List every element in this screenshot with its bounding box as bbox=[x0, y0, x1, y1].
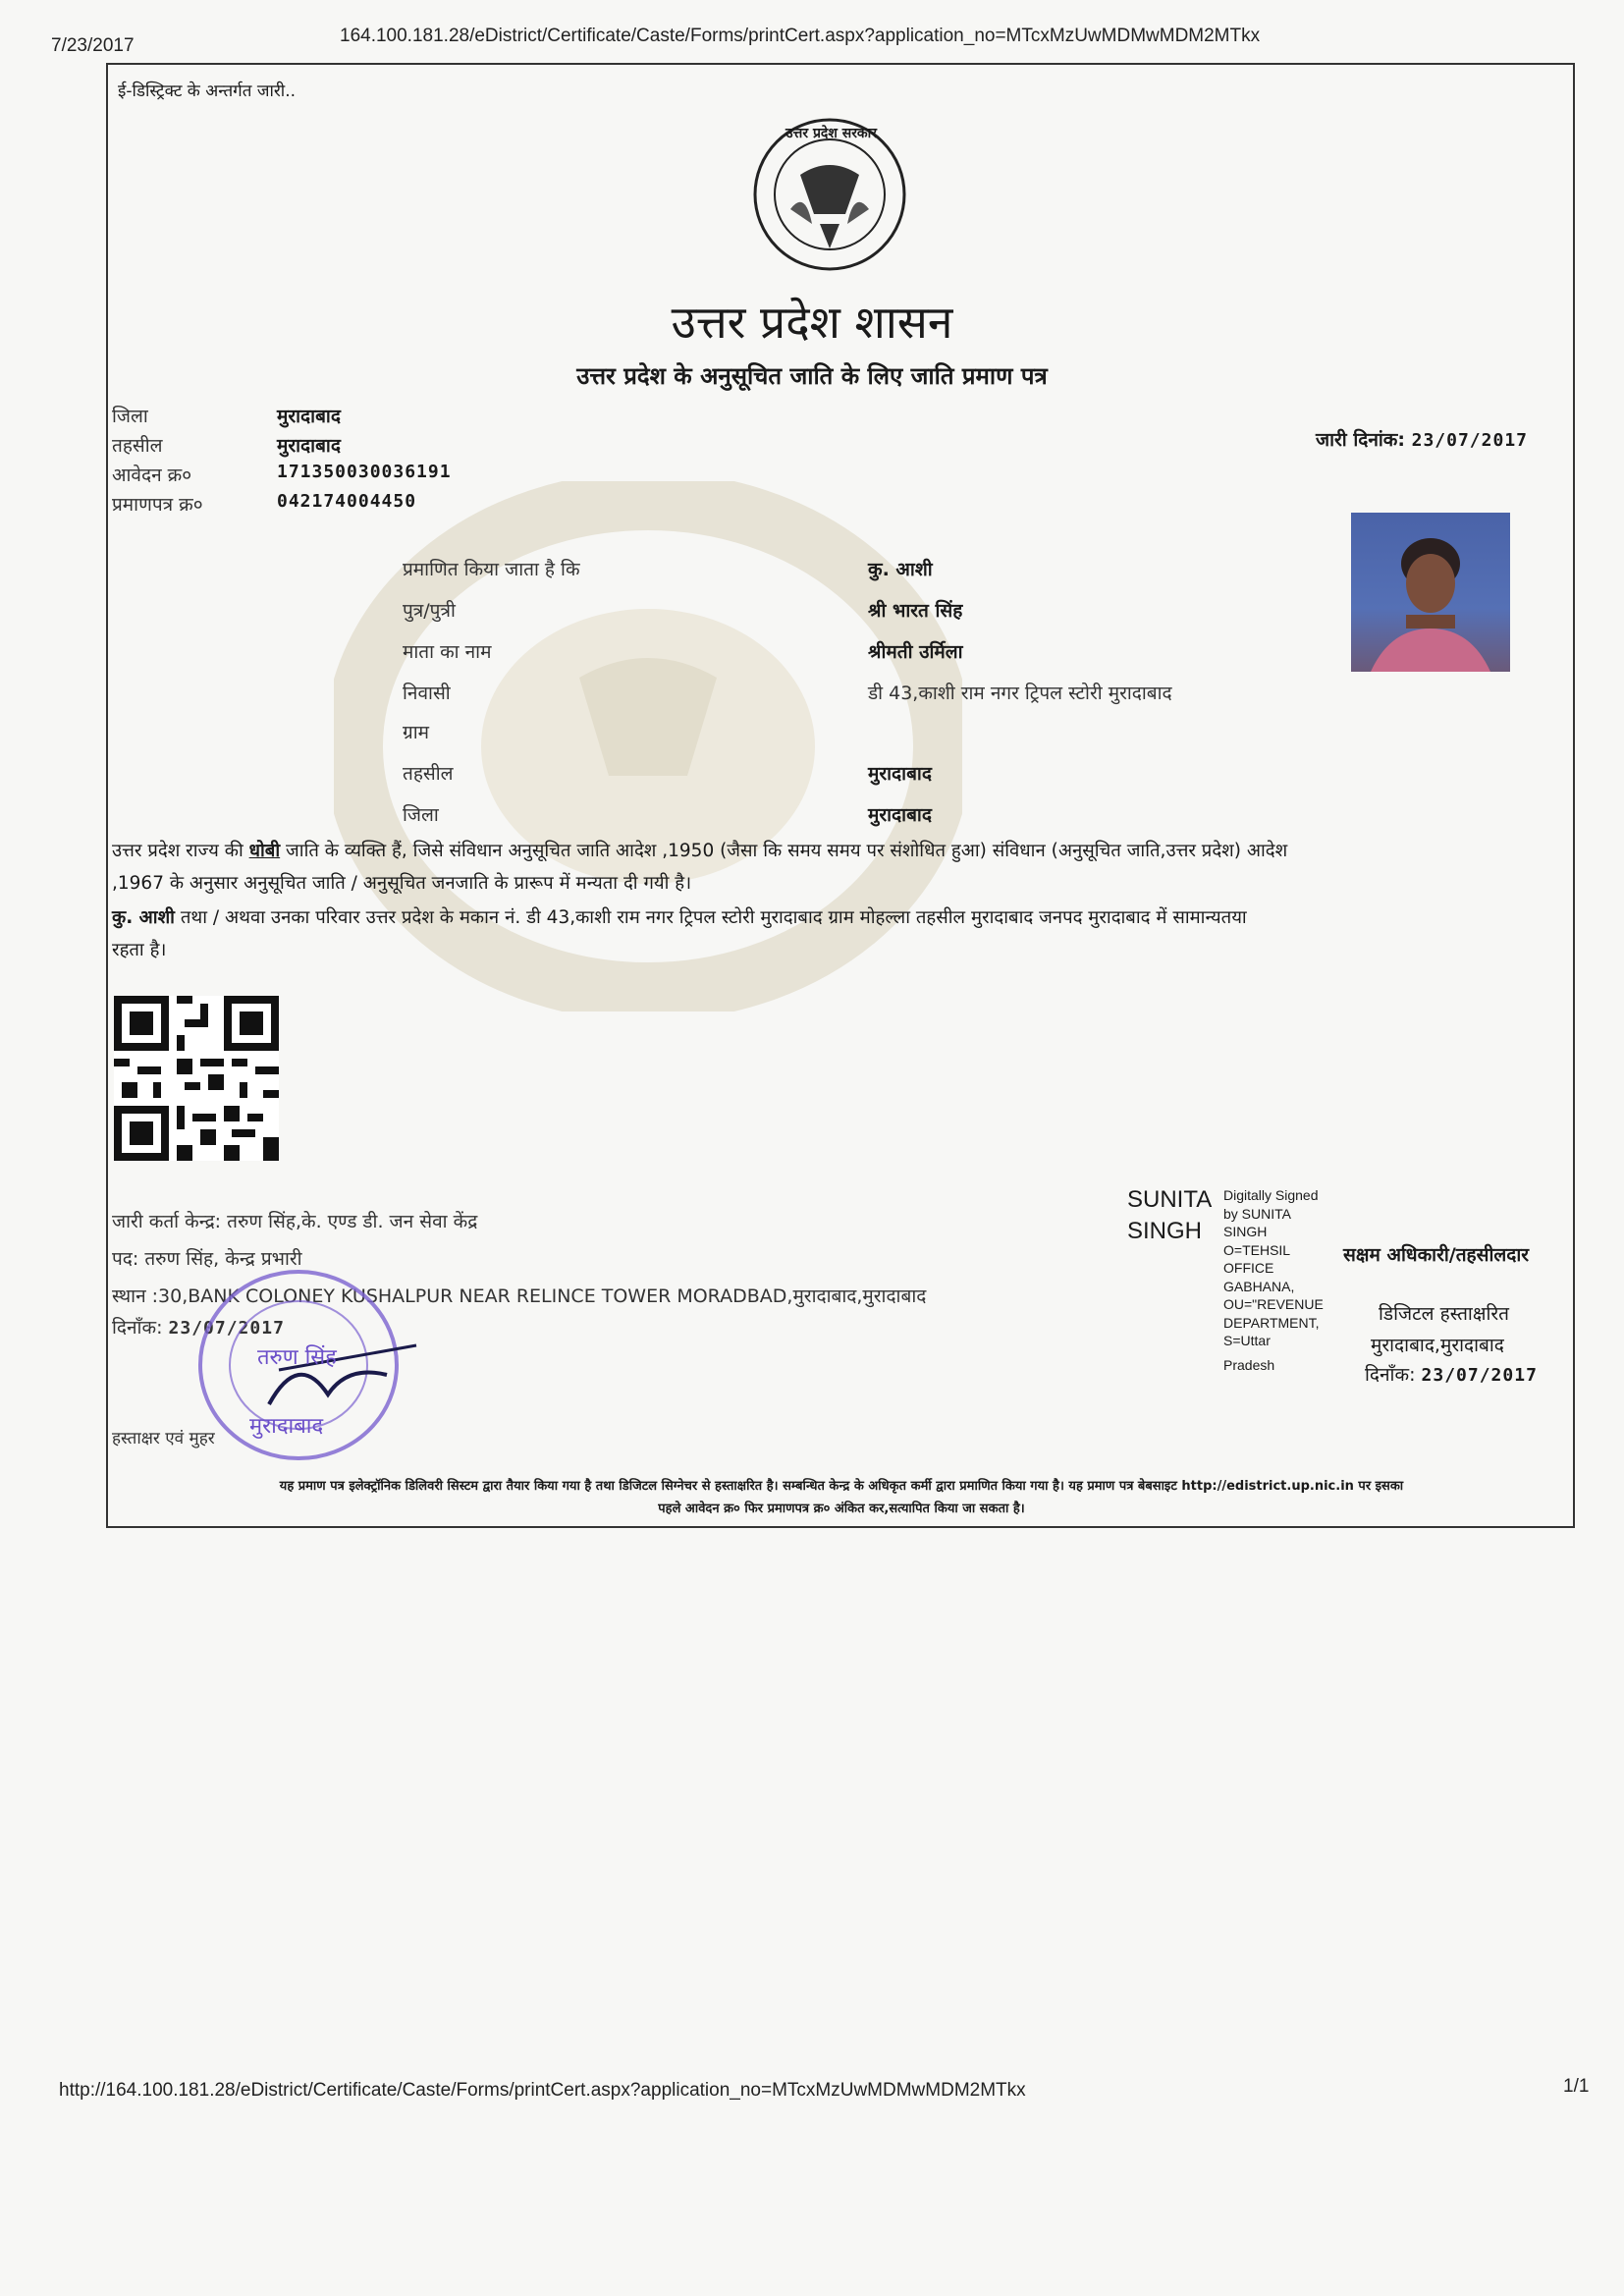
detail-value-name: कु. आशी bbox=[868, 559, 933, 580]
sig-line: O=TEHSIL bbox=[1223, 1241, 1291, 1258]
digital-signature-details bbox=[1223, 1186, 1324, 1374]
competent-authority: सक्षम अधिकारी/तहसीलदार bbox=[1343, 1244, 1530, 1266]
sig-line: OFFICE bbox=[1223, 1260, 1274, 1276]
sig-line: by SUNITA bbox=[1223, 1205, 1291, 1222]
applicant-photo bbox=[1351, 513, 1510, 672]
para2-text: तथा / अथवा उनका परिवार उत्तर प्रदेश के मकान नं. डी 43,काशी राम नगर ट्रिपल स्टोरी मुरादाबाद ग्राम मोहल्ला तहसील मुरादाबाद जनपद मुरादाबाद में सामान्यतया bbox=[180, 907, 1247, 928]
meta-value-certificate-no: 042174004450 bbox=[277, 491, 417, 512]
digitally-signed-label: डिजिटल हस्ताक्षरित bbox=[1379, 1303, 1509, 1325]
authority-date-row bbox=[1365, 1361, 1538, 1387]
sig-line: DEPARTMENT, bbox=[1223, 1314, 1320, 1331]
sig-line: Digitally Signed bbox=[1223, 1187, 1319, 1203]
meta-label-tehsil: तहसील bbox=[112, 435, 163, 457]
detail-label-mother: माता का नाम bbox=[403, 641, 492, 663]
sig-line: OU="REVENUE bbox=[1223, 1296, 1324, 1312]
issuer-place: स्थान :30,BANK COLONEY KUSHALPUR NEAR RELINCE TOWER MORADBAD,मुरादाबाद,मुरादाबाद bbox=[112, 1285, 927, 1307]
detail-label-certified: प्रमाणित किया जाता है कि bbox=[403, 559, 580, 580]
detail-label-tehsil: तहसील bbox=[403, 763, 454, 785]
page-count: 1/1 bbox=[1563, 2076, 1590, 2097]
issue-date-label: जारी दिनांक: bbox=[1316, 429, 1405, 451]
certificate-subtitle: उत्तर प्रदेश के अनुसूचित जाति के लिए जाति प्रमाण पत्र bbox=[576, 362, 1048, 390]
meta-label-application-no: आवेदन क्र० bbox=[112, 465, 192, 486]
caste-name: धोबी bbox=[248, 841, 281, 861]
detail-label-child-of: पुत्र/पुत्री bbox=[403, 600, 456, 622]
detail-label-resident: निवासी bbox=[403, 683, 451, 704]
caste-paragraph bbox=[112, 835, 1526, 900]
emblem-text: उत्तर प्रदेश सरकार bbox=[785, 126, 878, 141]
authority-date: 23/07/2017 bbox=[1421, 1365, 1538, 1386]
sig-line: SINGH bbox=[1223, 1224, 1268, 1239]
certificate-footer bbox=[110, 1475, 1573, 1520]
para1-middle: जाति के व्यक्ति हैं, जिसे संविधान अनुसूचित जाति आदेश ,1950 (जैसा कि समय समय पर संशोधित हुआ) संविधान (अनुसूचित जाति,उत्तर प्रदेश) आदेश bbox=[286, 841, 1288, 861]
sign-seal-label: हस्ताक्षर एवं मुहर bbox=[112, 1429, 215, 1449]
authority-place: मुरादाबाद,मुरादाबाद bbox=[1371, 1335, 1504, 1356]
meta-value-district: मुरादाबाद bbox=[277, 406, 341, 427]
stamp-name: तरुण सिंह bbox=[257, 1345, 337, 1370]
detail-value-address: डी 43,काशी राम नगर ट्रिपल स्टोरी मुरादाबाद bbox=[868, 683, 1172, 704]
para2-name: कु. आशी bbox=[112, 907, 175, 928]
sig-line: GABHANA, bbox=[1223, 1278, 1295, 1294]
edistrict-note: ई-डिस्ट्रिक्ट के अन्तर्गत जारी.. bbox=[118, 82, 297, 101]
sig-line: Pradesh bbox=[1223, 1356, 1275, 1373]
detail-label-district: जिला bbox=[403, 804, 439, 826]
footer-line-2: पहले आवेदन क्र० फिर प्रमाणपत्र क्र० अंकित कर,सत्यापित किया जा सकता है। bbox=[658, 1502, 1025, 1516]
signer-name bbox=[1127, 1184, 1212, 1247]
meta-label-district: जिला bbox=[112, 406, 148, 427]
issuer-date-label: दिनाँक: bbox=[112, 1317, 163, 1339]
print-date: 7/23/2017 bbox=[51, 35, 135, 56]
meta-value-application-no: 171350030036191 bbox=[277, 462, 452, 482]
qr-code bbox=[114, 996, 279, 1161]
detail-label-village: ग्राम bbox=[403, 722, 429, 743]
detail-value-district: मुरादाबाद bbox=[868, 804, 932, 826]
residence-paragraph bbox=[112, 902, 1526, 966]
meta-value-tehsil: मुरादाबाद bbox=[277, 435, 341, 457]
para1-end: ,1967 के अनुसार अनुसूचित जाति / अनुसूचित जनजाति के प्रारूप में मन्यता दी गयी है। bbox=[112, 873, 692, 894]
detail-value-tehsil: मुरादाबाद bbox=[868, 763, 932, 785]
issue-date: 23/07/2017 bbox=[1411, 430, 1528, 451]
issue-date-row bbox=[1316, 426, 1528, 452]
issuer-post: पद: तरुण सिंह, केन्द्र प्रभारी bbox=[112, 1248, 302, 1270]
meta-label-certificate-no: प्रमाणपत्र क्र० bbox=[112, 494, 203, 516]
stamp-place: मुरादाबाद bbox=[249, 1414, 324, 1439]
signer-name-line-2: SINGH bbox=[1127, 1218, 1203, 1244]
issuer-date: 23/07/2017 bbox=[168, 1318, 285, 1339]
print-url-header[interactable]: 164.100.181.28/eDistrict/Certificate/Caste/Forms/printCert.aspx?application_no=MTcxMzUwMDMwMDM2MTkx bbox=[340, 26, 1261, 46]
issuer-center: जारी कर्ता केन्द्र: तरुण सिंह,के. एण्ड डी. जन सेवा केंद्र bbox=[112, 1211, 478, 1232]
authority-date-label: दिनाँक: bbox=[1365, 1364, 1416, 1386]
detail-value-mother: श्रीमती उर्मिला bbox=[868, 641, 963, 663]
certificate-title: उत्तर प्रदेश शासन bbox=[671, 296, 953, 349]
para1-start: उत्तर प्रदेश राज्य की bbox=[112, 841, 244, 861]
sig-line: S=Uttar bbox=[1223, 1333, 1271, 1348]
para2-end: रहता है। bbox=[112, 940, 167, 960]
print-url-footer[interactable]: http://164.100.181.28/eDistrict/Certificate/Caste/Forms/printCert.aspx?application_no=MTcxMzUwMDMwMDM2MTkx bbox=[59, 2080, 1026, 2101]
signer-name-line-1: SUNITA bbox=[1127, 1186, 1213, 1213]
detail-value-father: श्री भारत सिंह bbox=[868, 600, 963, 622]
footer-line-1: यह प्रमाण पत्र इलेक्ट्रॉनिक डिलिवरी सिस्टम द्वारा तैयार किया गया है तथा डिजिटल सिग्नेचर से हस्ताक्षरित है। सम्बन्धित केन्द्र के अधिकृत कर्मी द्वारा प्रमाणित किया गया है। यह प्रमाण पत्र बेबसाइट http://edistrict.up.nic.in पर इसका bbox=[279, 1479, 1404, 1494]
